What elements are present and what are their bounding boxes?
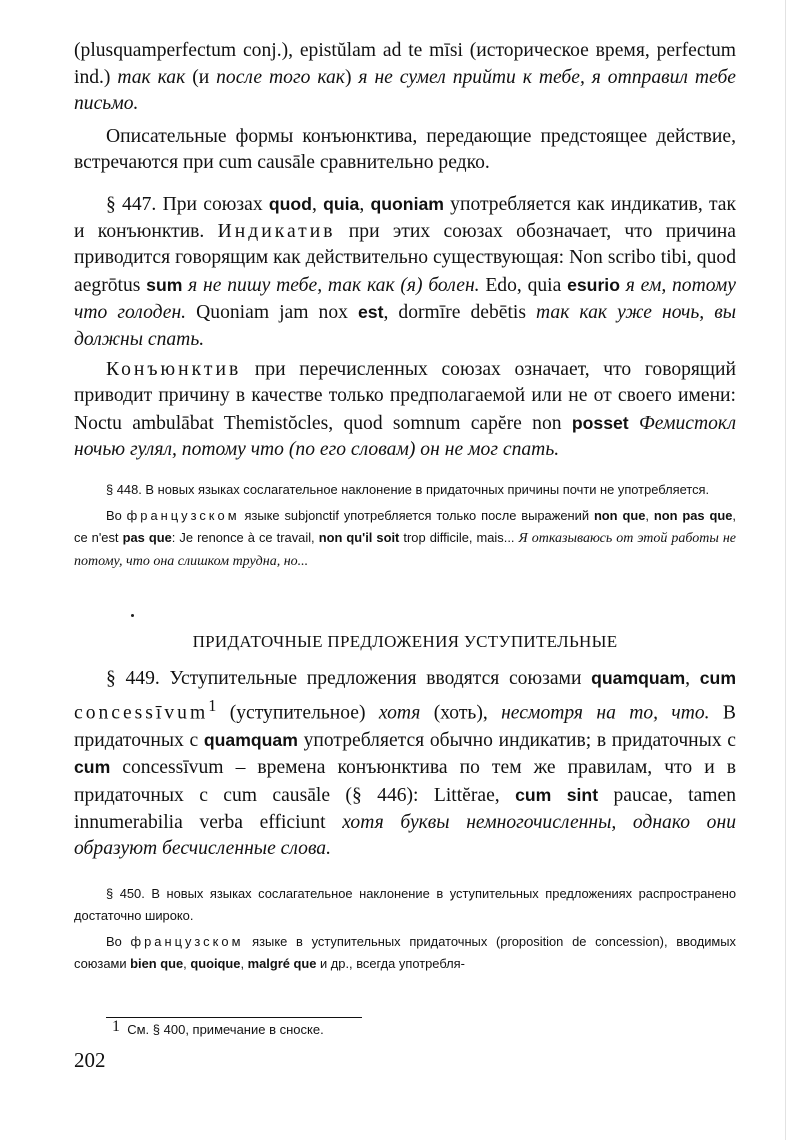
paragraph-447: [74, 191, 736, 354]
bold-run: cum: [699, 668, 736, 688]
text-run: ,: [359, 193, 371, 215]
bold-run: quod: [268, 193, 312, 214]
paragraph-french-subjonctif: [74, 505, 736, 573]
bold-run: quoique: [190, 956, 241, 971]
italic-run: я не пишу тебе, так как (я) болен.: [188, 274, 480, 296]
bold-run: quamquam: [203, 729, 298, 750]
text-run: ,: [685, 668, 700, 689]
bold-run: cum: [515, 784, 552, 805]
text-run: ,: [311, 193, 324, 215]
text-run: при этих союзах обозначает, что причина приводится говорящим как действительно существующая: Non scribo tibi, quod aegrōtus: [74, 220, 736, 296]
text-run: при перечисленных союзах означает, что говорящий приводит причину в качестве только предполагаемой или не от своего имени: Noctu ambulābat Themistŏcles, quod somnum capĕre non: [74, 358, 736, 434]
scan-edge: [785, 0, 786, 1140]
bold-run: bien que: [130, 956, 184, 971]
text-run: : Je renonce à ce travail,: [171, 530, 319, 545]
bold-run: quoniam: [370, 193, 444, 214]
text-run: ): [344, 66, 359, 88]
text-run: (plusquamperfectum conj.), epistŭlam ad te mīsi (историческое время, perfectum ind.): [74, 40, 736, 88]
bold-run: sum: [146, 274, 183, 295]
text-run: Во: [106, 934, 131, 949]
paragraph-conjunctive: [74, 357, 736, 464]
spaced-run: Конъюнктив: [106, 358, 242, 380]
bold-run: non pas que: [653, 508, 733, 523]
spaced-run: Индикатив: [217, 220, 336, 242]
bold-run: sint: [566, 784, 599, 805]
text-run: § 449. Уступительные предложения вводятся союзами: [106, 668, 592, 689]
text-run: ,: [645, 508, 654, 523]
text-run: , ce n'est: [74, 508, 736, 545]
text-run: [629, 413, 639, 434]
text-run: § 450. В новых языках сослагательное наклонение в уступительных предложениях распространено достаточно широко.: [74, 886, 736, 923]
paragraph-periphrastic-forms: [74, 124, 736, 177]
text-run: и др., всегда употребля-: [316, 956, 465, 971]
footnote: [112, 1018, 324, 1037]
text-run: (и: [185, 66, 217, 88]
italic-run: Фемистокл ночью гулял, потому что (по его словам) он не мог спать.: [74, 412, 736, 461]
text-run: Edo, quia: [479, 274, 568, 296]
text-run: Описательные формы конъюнктива, передающие предстоящее действие, встречаются при cum causāle сравнительно редко.: [74, 125, 736, 174]
superscript: 1: [208, 695, 217, 715]
italic-run: несмотря на то, что.: [501, 702, 710, 724]
page-number: 202: [74, 1048, 106, 1072]
bold-run: malgré que: [247, 956, 317, 971]
bold-run: non qu'il soit: [318, 530, 400, 545]
bold-run: non que: [593, 508, 646, 523]
text-run: ,: [240, 956, 248, 971]
spaced-run: французском: [130, 934, 244, 949]
bold-run: cum: [74, 757, 111, 778]
footnote-mark: 1: [112, 1018, 120, 1035]
paragraph-continuation: [74, 38, 736, 118]
paragraph-450: [74, 883, 736, 927]
section-heading: ПРИДАТОЧНЫЕ ПРЕДЛОЖЕНИЯ УСТУПИТЕЛЬНЫЕ: [192, 632, 618, 651]
italic-run: Я отказываюсь от этой работы не потому, что она слишком трудна, но...: [74, 531, 736, 569]
bold-run: esurio: [567, 274, 620, 295]
text-run: § 447. При союзах: [106, 193, 269, 215]
italic-run: хотя буквы немногочисленны, однако они образуют бесчисленные слова.: [74, 811, 737, 860]
italic-run: хотя: [378, 702, 421, 724]
paragraph-448: [74, 479, 736, 501]
text-run: употребляется как индикатив, так и конъюнктив.: [74, 193, 737, 242]
text-run: § 448. В новых языках сослагательное наклонение в придаточных причины почти не употребляется.: [106, 482, 710, 497]
text-run: trop difficile, mais...: [399, 530, 519, 545]
italic-run: так как: [117, 66, 186, 88]
paragraph-french-concession: [74, 931, 736, 975]
bold-run: est: [357, 302, 384, 323]
text-run: языке subjonctif употребляется только после выражений: [239, 508, 594, 523]
text-run: (хоть),: [420, 702, 502, 724]
spaced-run: французском: [126, 508, 240, 523]
spaced-run: concessīvum: [74, 702, 209, 724]
text-run: (уступительное): [216, 702, 379, 724]
bold-run: posset: [571, 412, 629, 433]
text-run: употребляется обычно индикатив; в придаточных с: [297, 729, 736, 751]
text-run: языке в уступительных придаточных (proposition de concession), вводимых союзами: [74, 934, 736, 971]
footnote-text: См. § 400, примечание в сноске.: [127, 1022, 324, 1037]
text-run: paucae, tamen innumerabilia verba efficiunt: [74, 784, 736, 833]
paragraph-449: [74, 665, 736, 863]
italic-run: я не сумел прийти к тебе, я отправил тебе письмо.: [74, 66, 737, 115]
italic-run: после того как: [216, 66, 345, 88]
text-run: Во: [106, 508, 127, 523]
stray-dot: [131, 614, 134, 617]
text-run: ,: [183, 956, 191, 971]
bold-run: quia: [323, 193, 360, 214]
bold-run: pas que: [122, 530, 172, 545]
text-run: В придаточных с: [74, 702, 736, 751]
text-run: [551, 785, 566, 806]
italic-run: так как уже ночь, вы должны спать.: [74, 302, 737, 350]
text-run: Quoniam jam nox: [186, 302, 358, 324]
bold-run: quamquam: [591, 668, 686, 688]
italic-run: я ем, потому что голоден.: [74, 274, 736, 324]
text-run: , dormīre debētis: [383, 302, 537, 324]
text-run: concessīvum – времена конъюнктива по тем же правилам, что и в придаточных с cum causāle (§ 446): Littĕrae,: [74, 757, 736, 806]
